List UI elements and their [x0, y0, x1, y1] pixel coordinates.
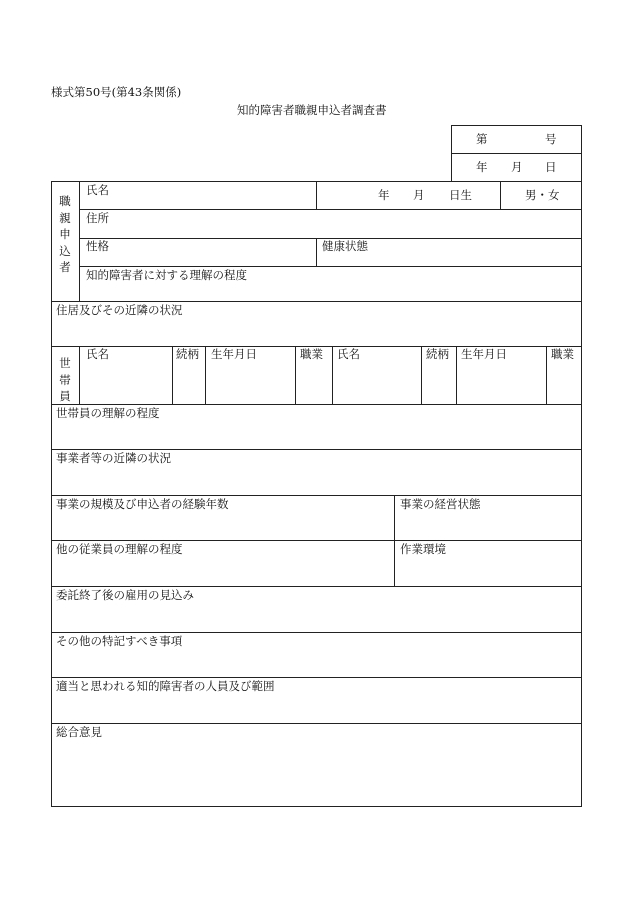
household-col-job-2: 職業: [551, 347, 574, 361]
form-title: 知的障害者職親申込者調査書: [237, 103, 387, 117]
date-nen: 年: [476, 160, 488, 174]
form-number: 様式第50号(第43条関係): [51, 85, 182, 99]
birth-hi: 日生: [449, 188, 472, 202]
employment-outlook-label: 委託終了後の雇用の見込み: [56, 588, 194, 602]
overall-opinion-label: 総合意見: [56, 725, 102, 739]
business-neighbors-label: 事業者等の近隣の状況: [56, 451, 171, 465]
suitable-scope-label: 適当と思われる知的障害者の人員及び範囲: [56, 679, 275, 693]
health-label: 健康状態: [322, 239, 368, 253]
household-col-birth-2: 生年月日: [461, 347, 507, 361]
household-col-relation-1: 続柄: [176, 347, 199, 361]
gender-label: 男・女: [525, 188, 560, 202]
personality-label: 性格: [86, 239, 109, 253]
address-label: 住所: [86, 211, 109, 225]
household-col-birth-1: 生年月日: [211, 347, 257, 361]
work-environment-label: 作業環境: [400, 542, 446, 556]
applicant-side-label: 職親申込者: [59, 194, 71, 274]
household-col-name-2: 氏名: [337, 347, 360, 361]
birth-tsuki: 月: [413, 188, 425, 202]
household-col-relation-2: 続柄: [426, 347, 449, 361]
business-status-label: 事業の経営状態: [400, 497, 481, 511]
understanding-label: 知的障害者に対する理解の程度: [86, 268, 247, 282]
other-matters-label: その他の特記すべき事項: [56, 634, 183, 648]
date-tsuki: 月: [511, 160, 523, 174]
birth-nen: 年: [378, 188, 390, 202]
household-col-name-1: 氏名: [86, 347, 109, 361]
household-col-job-1: 職業: [300, 347, 323, 361]
number-go: 号: [545, 132, 557, 146]
number-dai: 第: [476, 132, 488, 146]
business-scale-label: 事業の規模及び申込者の経験年数: [56, 497, 229, 511]
household-side-label: 世帯員: [59, 356, 71, 403]
residence-label: 住居及びその近隣の状況: [56, 303, 183, 317]
employee-understanding-label: 他の従業員の理解の程度: [56, 542, 183, 556]
applicant-name-label: 氏名: [86, 183, 109, 197]
date-hi: 日: [545, 160, 557, 174]
household-understanding-label: 世帯員の理解の程度: [56, 406, 160, 420]
